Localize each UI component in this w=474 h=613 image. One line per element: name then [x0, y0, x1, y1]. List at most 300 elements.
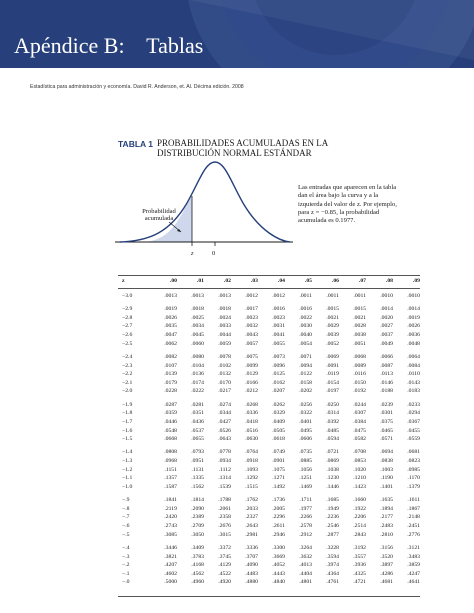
table-row — [118, 322, 420, 331]
probability-cell: .0066 — [380, 353, 393, 360]
probability-cell: .0110 — [407, 371, 420, 378]
probability-cell: .4840 — [272, 579, 285, 586]
table-row — [118, 370, 420, 379]
z-value-cell: −1.1 — [122, 475, 133, 482]
probability-cell: .0853 — [353, 458, 366, 465]
probability-cell: .0668 — [164, 436, 177, 443]
probability-cell: .2090 — [191, 505, 204, 512]
probability-cell: .0034 — [191, 323, 204, 330]
page-title: Apéndice B: Tablas — [14, 33, 204, 58]
probability-cell: .0012 — [245, 292, 258, 299]
probability-cell: .4013 — [299, 562, 312, 569]
probability-cell: .0091 — [326, 362, 339, 369]
probability-cell: .0043 — [245, 331, 258, 338]
probability-cell: .0015 — [326, 306, 339, 313]
probability-cell: .0049 — [380, 340, 393, 347]
table-row — [118, 435, 420, 444]
probability-cell: .4522 — [218, 570, 231, 577]
table-row — [118, 292, 420, 301]
probability-cell: .0336 — [245, 410, 258, 417]
probability-cell: .1075 — [272, 466, 285, 473]
probability-cell: .1038 — [326, 466, 339, 473]
probability-cell: .0116 — [353, 371, 366, 378]
probability-cell: .2005 — [272, 505, 285, 512]
table-header-row — [118, 276, 420, 287]
cumulative-probability-label: Probabilidad acumulada — [142, 208, 176, 223]
probability-cell: .2877 — [326, 531, 339, 538]
probability-cell: .0044 — [218, 331, 231, 338]
probability-cell: .0064 — [407, 353, 420, 360]
probability-cell: .0202 — [299, 388, 312, 395]
probability-cell: .2358 — [218, 514, 231, 521]
probability-cell: .2810 — [380, 531, 393, 538]
table-row — [118, 353, 420, 362]
probability-cell: .1423 — [353, 483, 366, 490]
probability-cell: .0158 — [299, 379, 312, 386]
probability-cell: .0256 — [299, 401, 312, 408]
probability-cell: .0351 — [191, 410, 204, 417]
probability-cell: .0033 — [218, 323, 231, 330]
probability-cell: .0020 — [380, 314, 393, 321]
probability-cell: .0322 — [299, 410, 312, 417]
z-value-cell: −.3 — [122, 553, 130, 560]
probability-cell: .4681 — [380, 579, 393, 586]
probability-cell: .2033 — [245, 505, 258, 512]
probability-cell: .4721 — [353, 579, 366, 586]
probability-cell: .0125 — [272, 371, 285, 378]
probability-cell: .4641 — [407, 579, 420, 586]
probability-cell: .0179 — [164, 379, 177, 386]
z-value-cell: −2.5 — [122, 340, 133, 347]
probability-cell: .0281 — [191, 401, 204, 408]
z-value-cell: −2.3 — [122, 362, 133, 369]
probability-cell: .0023 — [272, 314, 285, 321]
probability-cell: .0375 — [380, 418, 393, 425]
probability-cell: .1922 — [353, 505, 366, 512]
probability-cell: .1401 — [380, 483, 393, 490]
probability-cell: .2389 — [191, 514, 204, 521]
probability-cell: .0041 — [272, 331, 285, 338]
z-value-cell: −.8 — [122, 505, 130, 512]
probability-cell: .0505 — [272, 427, 285, 434]
probability-cell: .4801 — [299, 579, 312, 586]
probability-cell: .1894 — [380, 505, 393, 512]
z-value-cell: −.0 — [122, 579, 130, 586]
table-row — [118, 578, 420, 587]
probability-cell: .3520 — [380, 553, 393, 560]
probability-cell: .0150 — [353, 379, 366, 386]
probability-cell: .0582 — [353, 436, 366, 443]
probability-cell: .0516 — [245, 427, 258, 434]
probability-cell: .1841 — [164, 497, 177, 504]
probability-cell: .5000 — [164, 579, 177, 586]
probability-cell: .1635 — [380, 497, 393, 504]
table-row — [118, 418, 420, 427]
probability-cell: .0062 — [164, 340, 177, 347]
probability-cell: .3821 — [164, 553, 177, 560]
z-value-cell: −2.4 — [122, 353, 133, 360]
probability-cell: .3050 — [191, 531, 204, 538]
zero-axis-label: 0 — [212, 250, 216, 257]
probability-cell: .0287 — [164, 401, 177, 408]
probability-cell: .0102 — [218, 362, 231, 369]
column-header: .07 — [358, 278, 366, 285]
probability-cell: .0143 — [407, 379, 420, 386]
probability-cell: .0096 — [272, 362, 285, 369]
probability-cell: .0559 — [407, 436, 420, 443]
table-row — [118, 305, 420, 314]
probability-cell: .0409 — [272, 418, 285, 425]
probability-cell: .0166 — [245, 379, 258, 386]
probability-cell: .2296 — [272, 514, 285, 521]
table-row — [118, 427, 420, 436]
probability-cell: .0268 — [245, 401, 258, 408]
probability-cell: .0051 — [353, 340, 366, 347]
probability-cell: .4443 — [272, 570, 285, 577]
probability-cell: .0154 — [326, 379, 339, 386]
probability-cell: .4483 — [245, 570, 258, 577]
probability-cell: .0495 — [299, 427, 312, 434]
probability-cell: .4129 — [218, 562, 231, 569]
table-row — [118, 531, 420, 540]
probability-cell: .3707 — [245, 553, 258, 560]
table-row — [118, 314, 420, 323]
probability-cell: .2981 — [245, 531, 258, 538]
probability-cell: .3594 — [326, 553, 339, 560]
probability-cell: .0869 — [326, 458, 339, 465]
probability-cell: .0087 — [380, 362, 393, 369]
table-label: TABLA 1 — [118, 139, 153, 149]
probability-cell: .0054 — [299, 340, 312, 347]
table-row — [118, 409, 420, 418]
probability-cell: .3859 — [407, 562, 420, 569]
probability-cell: .0045 — [191, 331, 204, 338]
probability-cell: .2611 — [272, 523, 285, 530]
probability-cell: .0384 — [353, 418, 366, 425]
probability-cell: .2119 — [164, 505, 177, 512]
probability-cell: .0019 — [164, 306, 177, 313]
z-value-cell: −1.0 — [122, 483, 133, 490]
probability-cell: .4404 — [299, 570, 312, 577]
probability-cell: .0094 — [299, 362, 312, 369]
probability-cell: .2420 — [164, 514, 177, 521]
probability-cell: .3669 — [272, 553, 285, 560]
z-value-cell: −2.6 — [122, 331, 133, 338]
probability-cell: .4562 — [191, 570, 204, 577]
probability-cell: .0082 — [164, 353, 177, 360]
probability-cell: .0010 — [380, 292, 393, 299]
probability-cell: .0885 — [299, 458, 312, 465]
probability-cell: .0934 — [218, 458, 231, 465]
probability-cell: .0016 — [299, 306, 312, 313]
probability-cell: .0735 — [299, 449, 312, 456]
probability-cell: .0192 — [353, 388, 366, 395]
probability-cell: .0069 — [326, 353, 339, 360]
table-row — [118, 544, 420, 553]
probability-cell: .0025 — [191, 314, 204, 321]
probability-cell: .0344 — [218, 410, 231, 417]
probability-cell: .0038 — [353, 331, 366, 338]
probability-cell: .0021 — [353, 314, 366, 321]
probability-cell: .0262 — [272, 401, 285, 408]
probability-cell: .0010 — [407, 292, 420, 299]
table-row — [118, 379, 420, 388]
probability-cell: .1762 — [245, 497, 258, 504]
z-value-cell: −.5 — [122, 531, 130, 538]
probability-cell: .1131 — [191, 466, 204, 473]
probability-cell: .3121 — [407, 545, 420, 552]
z-value-cell: −.2 — [122, 562, 130, 569]
probability-cell: .0244 — [353, 401, 366, 408]
probability-cell: .0012 — [272, 292, 285, 299]
table-row — [118, 401, 420, 410]
probability-cell: .0014 — [407, 306, 420, 313]
probability-cell: .0749 — [272, 449, 285, 456]
probability-cell: .2912 — [299, 531, 312, 538]
probability-cell: .1210 — [353, 475, 366, 482]
probability-cell: .0011 — [353, 292, 366, 299]
probability-cell: .2266 — [299, 514, 312, 521]
probability-cell: .4207 — [164, 562, 177, 569]
probability-cell: .0040 — [299, 331, 312, 338]
probability-cell: .0080 — [191, 353, 204, 360]
probability-cell: .0764 — [245, 449, 258, 456]
probability-cell: .1357 — [164, 475, 177, 482]
table-row — [118, 387, 420, 396]
table-row — [118, 331, 420, 340]
z-value-cell: −.9 — [122, 497, 130, 504]
probability-cell: .0018 — [218, 306, 231, 313]
table-row — [118, 483, 420, 492]
probability-cell: .2451 — [407, 523, 420, 530]
table-row — [118, 505, 420, 514]
probability-cell: .0023 — [245, 314, 258, 321]
probability-cell: .4286 — [380, 570, 393, 577]
probability-cell: .0014 — [380, 306, 393, 313]
z-value-cell: −.7 — [122, 514, 130, 521]
probability-cell: .0129 — [245, 371, 258, 378]
probability-cell: .0139 — [164, 371, 177, 378]
bell-curve — [120, 162, 290, 242]
probability-cell: .1788 — [218, 497, 231, 504]
probability-cell: .0548 — [164, 427, 177, 434]
z-value-cell: −.1 — [122, 570, 130, 577]
probability-cell: .0104 — [191, 362, 204, 369]
probability-cell: .0047 — [164, 331, 177, 338]
probability-cell: .3264 — [299, 545, 312, 552]
probability-cell: .1539 — [218, 483, 231, 490]
probability-cell: .1151 — [164, 466, 177, 473]
probability-cell: .0078 — [218, 353, 231, 360]
probability-cell: .0028 — [353, 323, 366, 330]
probability-cell: .1020 — [353, 466, 366, 473]
probability-cell: .3192 — [353, 545, 366, 552]
probability-cell: .3745 — [218, 553, 231, 560]
probability-cell: .0594 — [326, 436, 339, 443]
probability-cell: .2514 — [353, 523, 366, 530]
probability-cell: .0011 — [299, 292, 312, 299]
probability-cell: .0052 — [326, 340, 339, 347]
probability-cell: .0436 — [191, 418, 204, 425]
column-header-z: z — [122, 278, 125, 285]
column-header: .03 — [250, 278, 258, 285]
z-table — [118, 276, 420, 587]
table-bottom-rule — [118, 596, 420, 597]
probability-cell: .0170 — [218, 379, 231, 386]
probability-cell: .0036 — [407, 331, 420, 338]
probability-cell: .1469 — [299, 483, 312, 490]
probability-cell: .2546 — [326, 523, 339, 530]
probability-cell: .2578 — [299, 523, 312, 530]
probability-cell: .1562 — [191, 483, 204, 490]
probability-cell: .0068 — [353, 353, 366, 360]
probability-cell: .0985 — [407, 466, 420, 473]
probability-cell: .0823 — [407, 458, 420, 465]
probability-cell: .0446 — [164, 418, 177, 425]
table-row — [118, 340, 420, 349]
probability-cell: .0075 — [245, 353, 258, 360]
probability-cell: .2676 — [218, 523, 231, 530]
probability-cell: .0057 — [245, 340, 258, 347]
probability-cell: .0188 — [380, 388, 393, 395]
column-header: .01 — [196, 278, 204, 285]
probability-cell: .1056 — [299, 466, 312, 473]
z-value-cell: −2.7 — [122, 323, 133, 330]
probability-cell: .0233 — [407, 401, 420, 408]
probability-cell: .4364 — [326, 570, 339, 577]
normal-curve-figure — [115, 158, 295, 253]
probability-cell: .0681 — [407, 449, 420, 456]
probability-cell: .2206 — [353, 514, 366, 521]
probability-cell: .2743 — [164, 523, 177, 530]
probability-cell: .3974 — [326, 562, 339, 569]
probability-cell: .0055 — [272, 340, 285, 347]
probability-cell: .0968 — [164, 458, 177, 465]
probability-cell: .0301 — [380, 410, 393, 417]
probability-cell: .0643 — [218, 436, 231, 443]
probability-cell: .0026 — [164, 314, 177, 321]
probability-cell: .4090 — [245, 562, 258, 569]
probability-cell: .1814 — [191, 497, 204, 504]
probability-cell: .1949 — [326, 505, 339, 512]
explanatory-note: Las entradas que aparecen en la tabla dan el área bajo la curva y a la izquierda del valor de z. Por ejemplo, para z = −0.85, la probabilidad acumulada es 0.1977. — [298, 184, 397, 225]
probability-cell: .4960 — [191, 579, 204, 586]
probability-cell: .4168 — [191, 562, 204, 569]
probability-cell: .1685 — [326, 497, 339, 504]
probability-cell: .0019 — [407, 314, 420, 321]
probability-cell: .0526 — [218, 427, 231, 434]
z-value-cell: −3.0 — [122, 292, 133, 299]
z-value-cell: −1.5 — [122, 436, 133, 443]
probability-cell: .4761 — [326, 579, 339, 586]
probability-cell: .0059 — [218, 340, 231, 347]
z-value-cell: −2.0 — [122, 388, 133, 395]
z-value-cell: −1.7 — [122, 418, 133, 425]
citation: Estadística para administración y economía. David R. Anderson, et. Al. Décima edición. 2008 — [30, 84, 244, 90]
probability-cell: .0571 — [380, 436, 393, 443]
probability-cell: .0222 — [191, 388, 204, 395]
probability-cell: .4247 — [407, 570, 420, 577]
probability-cell: .0037 — [380, 331, 393, 338]
column-header: .05 — [304, 278, 312, 285]
probability-cell: .0485 — [326, 427, 339, 434]
probability-cell: .0329 — [272, 410, 285, 417]
probability-cell: .2843 — [353, 531, 366, 538]
column-header: .04 — [277, 278, 285, 285]
column-header: .08 — [385, 278, 393, 285]
probability-cell: .0427 — [218, 418, 231, 425]
probability-cell: .0035 — [164, 323, 177, 330]
probability-cell: .2148 — [407, 514, 420, 521]
probability-cell: .1112 — [218, 466, 231, 473]
z-value-cell: −1.2 — [122, 466, 133, 473]
probability-cell: .2946 — [272, 531, 285, 538]
probability-cell: .0418 — [245, 418, 258, 425]
probability-cell: .2061 — [218, 505, 231, 512]
z-value-cell: −1.4 — [122, 449, 133, 456]
probability-cell: .0018 — [191, 306, 204, 313]
probability-cell: .2236 — [326, 514, 339, 521]
probability-cell: .0228 — [164, 388, 177, 395]
probability-cell: .1003 — [380, 466, 393, 473]
probability-cell: .1379 — [407, 483, 420, 490]
probability-cell: .0212 — [245, 388, 258, 395]
column-header: .02 — [223, 278, 231, 285]
probability-cell: .1170 — [407, 475, 420, 482]
probability-cell: .0013 — [191, 292, 204, 299]
probability-cell: .2709 — [191, 523, 204, 530]
probability-cell: .0132 — [218, 371, 231, 378]
probability-cell: .1660 — [353, 497, 366, 504]
z-value-cell: −.4 — [122, 545, 130, 552]
probability-cell: .2483 — [380, 523, 393, 530]
probability-cell: .3783 — [191, 553, 204, 560]
z-value-cell: −2.9 — [122, 306, 133, 313]
probability-cell: .0537 — [191, 427, 204, 434]
probability-cell: .0314 — [326, 410, 339, 417]
probability-cell: .0708 — [353, 449, 366, 456]
probability-cell: .0136 — [191, 371, 204, 378]
table-row — [118, 553, 420, 562]
probability-cell: .0618 — [272, 436, 285, 443]
probability-cell: .0392 — [326, 418, 339, 425]
probability-cell: .4052 — [272, 562, 285, 569]
probability-cell: .2177 — [380, 514, 393, 521]
probability-cell: .0721 — [326, 449, 339, 456]
probability-cell: .1446 — [326, 483, 339, 490]
probability-cell: .0294 — [407, 410, 420, 417]
probability-cell: .0183 — [407, 388, 420, 395]
z-value-cell: −1.6 — [122, 427, 133, 434]
probability-cell: .3483 — [407, 553, 420, 560]
probability-cell: .0026 — [407, 323, 420, 330]
probability-cell: .1736 — [272, 497, 285, 504]
table-row — [118, 561, 420, 570]
probability-cell: .0307 — [353, 410, 366, 417]
z-value-cell: −2.8 — [122, 314, 133, 321]
probability-cell: .0048 — [407, 340, 420, 347]
probability-cell: .0024 — [218, 314, 231, 321]
probability-cell: .0031 — [272, 323, 285, 330]
probability-cell: .1977 — [299, 505, 312, 512]
table-row — [118, 466, 420, 475]
probability-cell: .0174 — [191, 379, 204, 386]
probability-cell: .1271 — [272, 475, 285, 482]
probability-cell: .0250 — [326, 401, 339, 408]
probability-cell: .0027 — [380, 323, 393, 330]
table-row — [118, 513, 420, 522]
probability-cell: .2327 — [245, 514, 258, 521]
